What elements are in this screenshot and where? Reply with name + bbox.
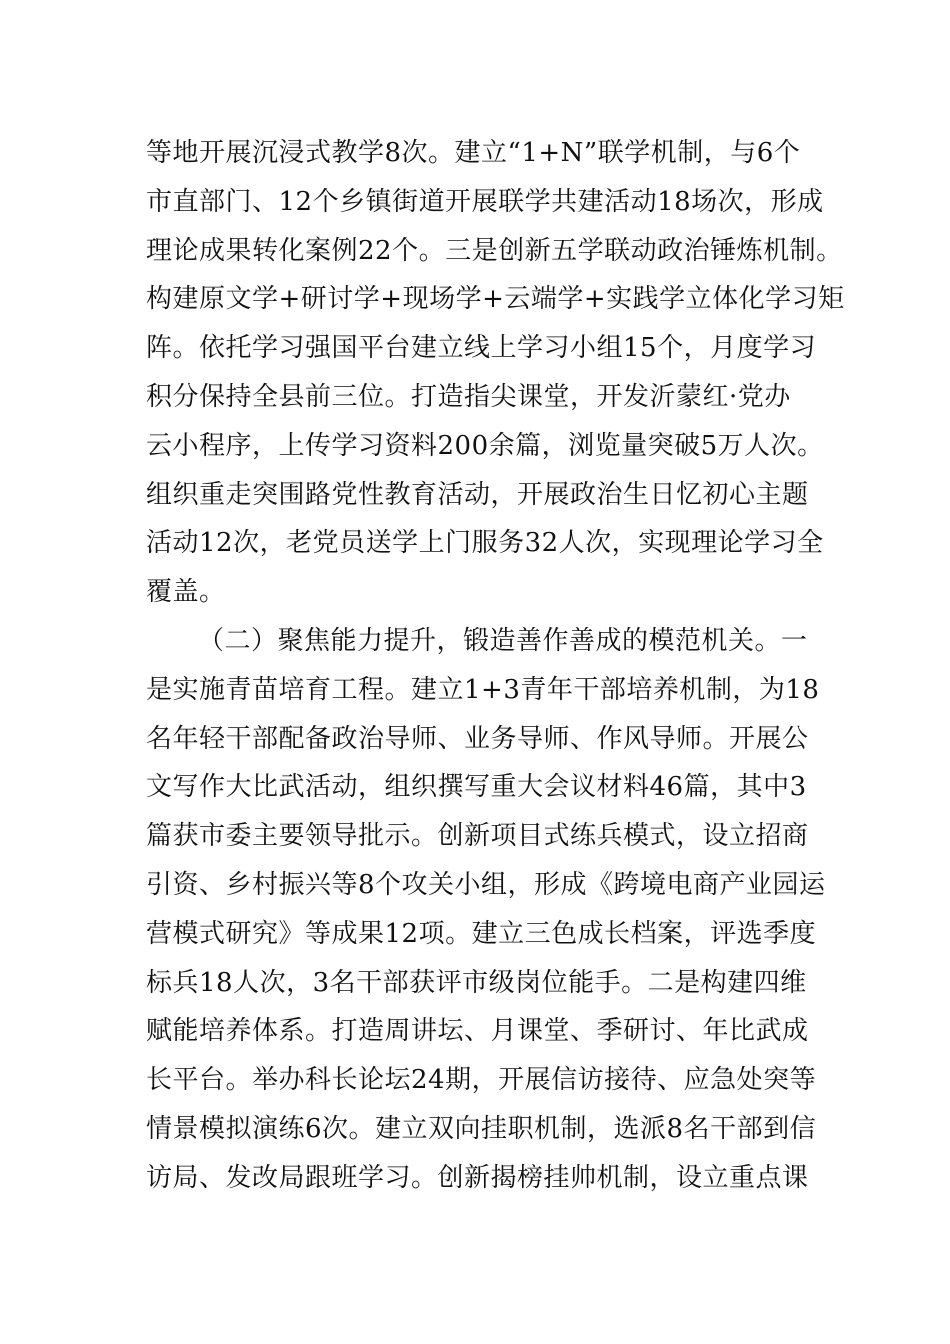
text-line: 文写作大比武活动，组织撰写重大会议材料46篇，其中3 <box>146 772 807 803</box>
text-line: （二）聚焦能力提升，锻造善作善成的模范机关。一 <box>198 625 808 656</box>
text-line: 覆盖。 <box>146 577 226 608</box>
text-line: 理论成果转化案例22个。三是创新五学联动政治锤炼机制。 <box>146 235 843 266</box>
text-line: 市直部门、12个乡镇街道开展联学共建活动18场次，形成 <box>146 186 824 217</box>
text-line: 赋能培养体系。打造周讲坛、月课堂、季研讨、年比武成 <box>146 1016 809 1047</box>
text-line: 积分保持全县前三位。打造指尖课堂，开发沂蒙红·党办 <box>146 381 791 412</box>
text-line: 活动12次，老党员送学上门服务32人次，实现理论学习全 <box>146 528 824 559</box>
text-line: 长平台。举办科长论坛24期，开展信访接待、应急处突等 <box>146 1065 817 1096</box>
text-line: 云小程序，上传学习资料200余篇，浏览量突破5万人次。 <box>146 430 824 461</box>
text-line: 组织重走突围路党性教育活动，开展政治生日忆初心主题 <box>146 479 809 510</box>
text-line: 营模式研究》等成果12项。建立三色成长档案，评选季度 <box>146 918 817 949</box>
text-line: 访局、发改局跟班学习。创新揭榜挂帅机制，设立重点课 <box>146 1162 809 1193</box>
text-line: 是实施青苗培育工程。建立1+3青年干部培养机制，为18 <box>146 674 820 705</box>
text-line: 篇获市委主要领导批示。创新项目式练兵模式，设立招商 <box>146 821 809 852</box>
text-line: 构建原文学+研讨学+现场学+云端学+实践学立体化学习矩 <box>146 284 845 315</box>
text-line: 引资、乡村振兴等8个攻关小组，形成《跨境电商产业园运 <box>146 869 826 900</box>
text-line: 情景模拟演练6次。建立双向挂职机制，选派8名干部到信 <box>146 1113 817 1144</box>
text-line: 标兵18人次，3名干部获评市级岗位能手。二是构建四维 <box>146 967 807 998</box>
text-line: 名年轻干部配备政治导师、业务导师、作风导师。开展公 <box>146 723 809 754</box>
text-line: 等地开展沉浸式教学8次。建立“1+N”联学机制，与6个 <box>146 138 801 168</box>
body-text <box>146 129 846 1203</box>
text-line: 阵。依托学习强国平台建立线上学习小组15个，月度学习 <box>146 333 817 364</box>
